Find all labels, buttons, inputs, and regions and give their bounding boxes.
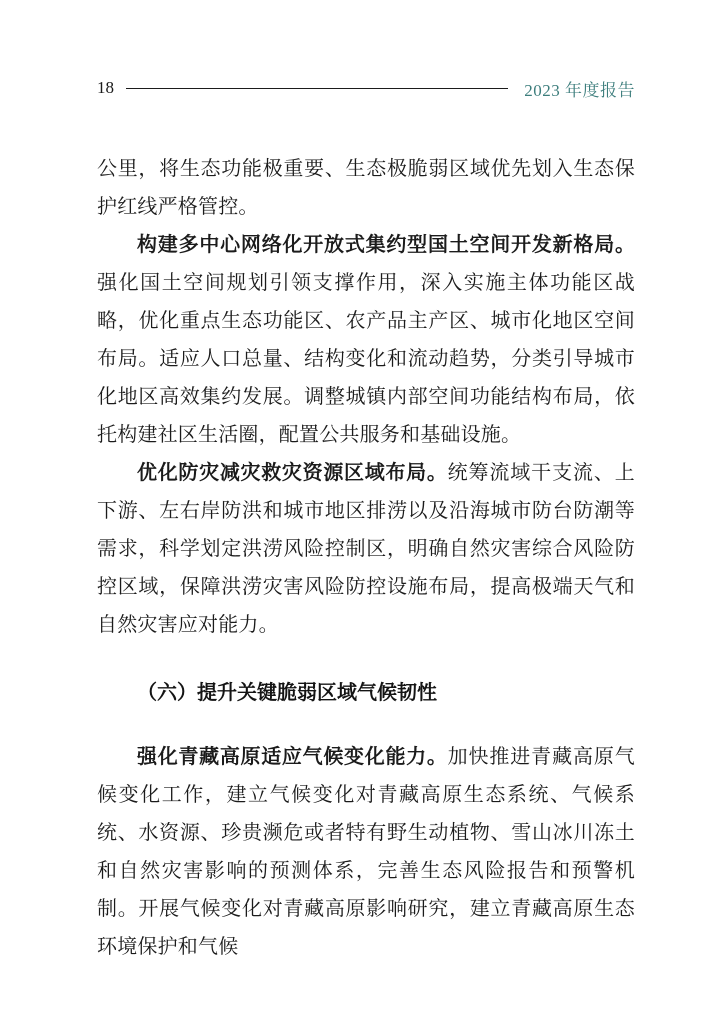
paragraph-text: 公里，将生态功能极重要、生态极脆弱区域优先划入生态保护红线严格管控。 (97, 158, 635, 218)
paragraph-lead: 构建多中心网络化开放式集约型国土空间开发新格局。 (137, 234, 635, 256)
header-title: 2023 年度报告 (524, 80, 635, 100)
paragraph-qinghai-tibet-plateau (97, 738, 635, 966)
paragraph-lead: 强化青藏高原适应气候变化能力。 (137, 746, 448, 768)
paragraph-text: 统筹流域干支流、上下游、左右岸防洪和城市地区排涝以及沿海城市防台防潮等需求，科学划定洪涝风险控制区，明确自然灾害综合风险防控区域，保障洪涝灾害风险防控设施布局，提高极端天气和自然灾害应对能力。 (97, 462, 635, 636)
paragraph-lead: 优化防灾减灾救灾资源区域布局。 (137, 462, 448, 484)
page-number: 18 (97, 78, 114, 97)
page-header (97, 76, 635, 100)
paragraph-land-space-pattern (97, 226, 635, 454)
header-rule (126, 88, 508, 89)
paragraph-text: 加快推进青藏高原气候变化工作，建立气候变化对青藏高原生态系统、气候系统、水资源、珍贵濒危或者特有野生动植物、雪山冰川冻土和自然灾害影响的预测体系，完善生态风险报告和预警机制。开展气候变化对青藏高原影响研究，建立青藏高原生态环境保护和气候 (97, 746, 635, 958)
section-heading-six: （六）提升关键脆弱区域气候韧性 (137, 682, 437, 704)
paragraph-disaster-resources (97, 454, 635, 644)
document-body (97, 150, 635, 966)
paragraph-text: 强化国土空间规划引领支撑作用，深入实施主体功能区战略，优化重点生态功能区、农产品主产区、城市化地区空间布局。适应人口总量、结构变化和流动趋势，分类引导城市化地区高效集约发展。调整城镇内部空间功能结构布局，依托构建社区生活圈，配置公共服务和基础设施。 (97, 272, 635, 446)
page-container (97, 0, 635, 966)
paragraph-continued (97, 150, 635, 226)
